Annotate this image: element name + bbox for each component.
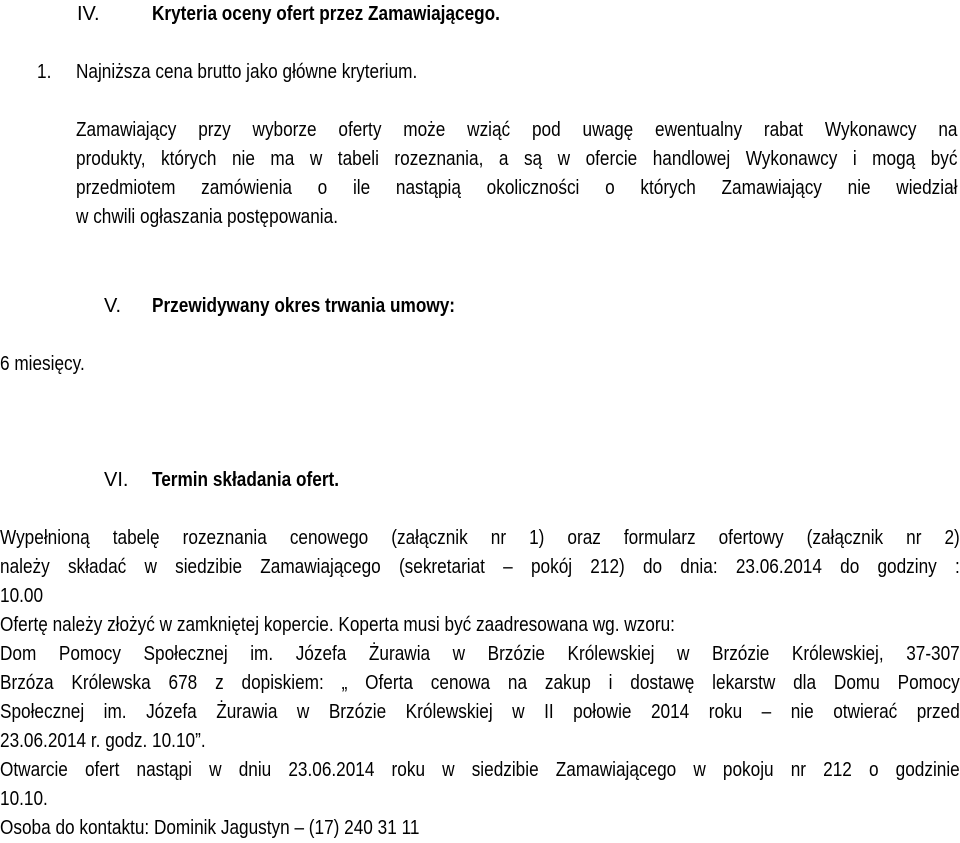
body-line: 10.00: [0, 585, 44, 607]
paragraph-line: produkty, których nie ma w tabeli rozeznania, a są w ofercie handlowej Wykonawcy i mogą być: [76, 148, 958, 170]
body-line: Dom Pomocy Społecznej im. Józefa Żurawia w Brzózie Królewskiej w Brzózie Królewskiej, 37-307: [0, 643, 960, 665]
section-iv-title: Kryteria oceny ofert przez Zamawiającego.: [152, 3, 500, 25]
body-line: 10.10.: [0, 788, 48, 810]
paragraph-line: Zamawiający przy wyborze oferty może wziąć pod uwagę ewentualny rabat Wykonawcy na: [76, 119, 958, 141]
body-line: Otwarcie ofert nastąpi w dniu 23.06.2014 roku w siedzibie Zamawiającego w pokoju nr 212 o godzinie: [0, 759, 960, 781]
contract-duration: 6 miesięcy.: [0, 353, 85, 375]
section-vi-body: [0, 524, 960, 843]
body-line: Ofertę należy złożyć w zamkniętej kopercie. Koperta musi być zaadresowana wg. wzoru:: [0, 614, 675, 636]
section-iv-number: IV.: [77, 3, 100, 25]
criterion-text: Najniższa cena brutto jako główne kryterium.: [76, 61, 418, 83]
paragraph-line: w chwili ogłaszania postępowania.: [76, 206, 338, 228]
body-line: należy składać w siedzibie Zamawiającego (sekretariat – pokój 212) do dnia: 23.06.2014 do godziny :: [0, 556, 960, 578]
section-vi-title: Termin składania ofert.: [152, 469, 340, 491]
body-line: Brzóza Królewska 678 z dopiskiem: „ Oferta cenowa na zakup i dostawę lekarstw dla Domu Pomocy: [0, 672, 960, 694]
body-line: 23.06.2014 r. godz. 10.10”.: [0, 730, 206, 752]
body-line: Społecznej im. Józefa Żurawia w Brzózie Królewskiej w II połowie 2014 roku – nie otwierać przed: [0, 701, 960, 723]
section-v-title: Przewidywany okres trwania umowy:: [152, 295, 456, 317]
contact-line: Osoba do kontaktu: Dominik Jagustyn – (17) 240 31 11: [0, 817, 420, 839]
body-line: Wypełnioną tabelę rozeznania cenowego (załącznik nr 1) oraz formularz ofertowy (załącznik nr 2): [0, 527, 960, 549]
section-v-number: V.: [104, 295, 122, 317]
section-vi-number: VI.: [104, 469, 129, 491]
criterion-number: 1.: [37, 61, 52, 83]
paragraph-line: przedmiotem zamówienia o ile nastąpią okoliczności o których Zamawiający nie wiedział: [76, 177, 958, 199]
section-iv-paragraph: [76, 116, 958, 232]
